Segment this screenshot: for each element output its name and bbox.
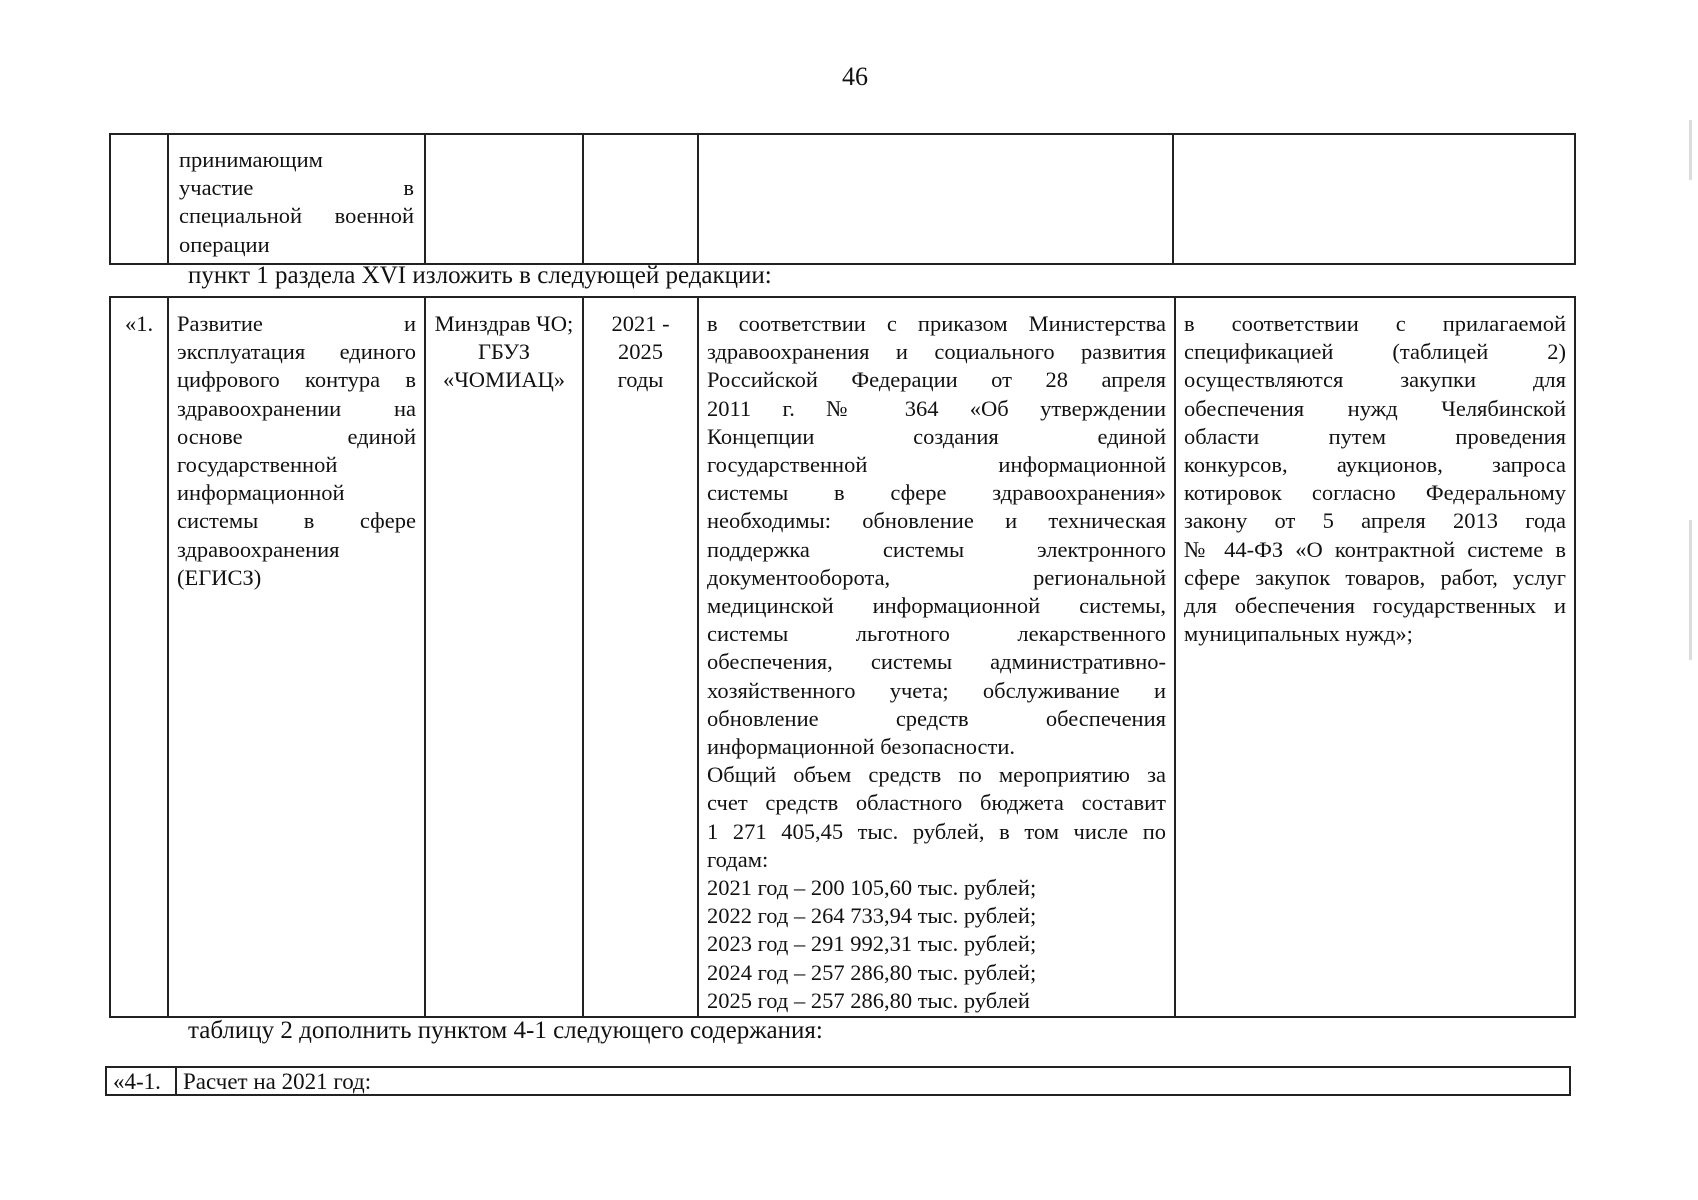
instruction-text: пункт 1 раздела XVI изложить в следующей редакции:	[188, 262, 772, 289]
content-line: 2011 г. № 364 «Об утверждении	[707, 395, 1166, 421]
table-row	[106, 1067, 1570, 1095]
content-line: здравоохранения и социального развития	[707, 339, 1166, 365]
mechanism-line: № 44-ФЗ «О контрактной системе в	[1184, 536, 1566, 562]
scan-artifact	[1689, 120, 1692, 180]
event-name-line: цифрового контура в	[177, 367, 416, 393]
event-name-line: участие в	[179, 175, 414, 201]
cell-responsible	[425, 134, 583, 264]
content-line: обновление средств обеспечения	[707, 705, 1166, 731]
table-row	[110, 297, 1575, 1017]
content-line: документооборота, региональной	[707, 564, 1166, 590]
content-line: государственной информационной	[707, 452, 1166, 478]
content-line: 2023 год – 291 992,31 тыс. рублей;	[707, 931, 1037, 957]
page-number: 46	[842, 62, 868, 91]
cell-mechanism	[1173, 134, 1575, 264]
cell-text: Расчет на 2021 год:	[176, 1067, 1570, 1095]
mechanism-line: закону от 5 апреля 2013 года	[1184, 508, 1566, 534]
term-line: 2025	[618, 339, 663, 365]
term-line: 2021 -	[611, 311, 670, 336]
event-name-line: (ЕГИСЗ)	[177, 564, 262, 590]
event-name-line: операции	[179, 231, 270, 257]
content-line: системы льготного лекарственного	[707, 621, 1166, 647]
cell-term	[583, 134, 698, 264]
responsible-line: Минздрав ЧО;	[434, 311, 574, 336]
cell-mechanism	[1175, 297, 1575, 1017]
content-line: в соответствии с приказом Министерства	[707, 311, 1166, 336]
content-line: счет средств областного бюджета составит	[707, 790, 1166, 816]
table-specification	[105, 1066, 1571, 1096]
event-name-line: принимающим	[179, 147, 323, 172]
cell-content	[698, 297, 1175, 1017]
event-name-line: Развитие и	[177, 311, 416, 336]
content-line: хозяйственного учета; обслуживание и	[707, 677, 1166, 703]
event-name-line: специальной военной	[179, 203, 414, 229]
content-line: годам:	[707, 846, 769, 872]
cell-number: «1.	[110, 297, 168, 1017]
table-continuation	[109, 133, 1576, 265]
cell-number: «4-1.	[106, 1067, 176, 1095]
content-line: поддержка системы электронного	[707, 536, 1166, 562]
content-line: 1 271 405,45 тыс. рублей, в том числе по	[707, 818, 1166, 844]
event-name-line: информационной	[177, 480, 345, 506]
table-main	[109, 296, 1576, 1018]
mechanism-line: муниципальных нужд»;	[1184, 621, 1413, 647]
event-name-line: системы в сфере	[177, 508, 416, 534]
content-line: Концепции создания единой	[707, 423, 1166, 449]
event-name-line: здравоохранении на	[177, 395, 416, 421]
event-name-line: государственной	[177, 452, 338, 478]
content-line: 2024 год – 257 286,80 тыс. рублей;	[707, 959, 1037, 985]
content-line: необходимы: обновление и техническая	[707, 508, 1166, 534]
content-line: информационной безопасности.	[707, 734, 1015, 760]
term-line: годы	[617, 367, 664, 393]
cell-term	[583, 297, 698, 1017]
mechanism-line: области путем проведения	[1184, 423, 1566, 449]
mechanism-line: конкурсов, аукционов, запроса	[1184, 452, 1566, 478]
responsible-line: «ЧОМИАЦ»	[442, 367, 566, 393]
scan-artifact	[1689, 520, 1692, 660]
event-name-line: эксплуатация единого	[177, 339, 416, 365]
mechanism-line: в соответствии с прилагаемой	[1184, 311, 1566, 336]
instruction-text: таблицу 2 дополнить пунктом 4-1 следующего содержания:	[188, 1017, 823, 1044]
cell-responsible	[425, 297, 583, 1017]
content-line: 2025 год – 257 286,80 тыс. рублей	[707, 987, 1030, 1013]
mechanism-line: спецификацией (таблицей 2)	[1184, 339, 1566, 365]
content-line: обеспечения, системы административно-	[707, 649, 1166, 675]
content-line: Российской Федерации от 28 апреля	[707, 367, 1166, 393]
cell-event-name	[168, 297, 425, 1017]
table-row	[110, 134, 1575, 264]
event-name-line: здравоохранения	[177, 536, 340, 562]
event-name-line: основе единой	[177, 423, 416, 449]
content-line: 2021 год – 200 105,60 тыс. рублей;	[707, 875, 1037, 901]
mechanism-line: обеспечения нужд Челябинской	[1184, 395, 1566, 421]
content-line: медицинской информационной системы,	[707, 593, 1166, 619]
content-line: 2022 год – 264 733,94 тыс. рублей;	[707, 903, 1037, 929]
content-line: системы в сфере здравоохранения»	[707, 480, 1166, 506]
cell-event-name	[168, 134, 425, 264]
cell-content	[698, 134, 1173, 264]
mechanism-line: котировок согласно Федеральному	[1184, 480, 1566, 506]
content-line: Общий объем средств по мероприятию за	[707, 762, 1166, 788]
mechanism-line: для обеспечения государственных и	[1184, 593, 1566, 619]
mechanism-line: сфере закупок товаров, работ, услуг	[1184, 564, 1566, 590]
responsible-line: ГБУЗ	[477, 339, 531, 365]
cell-number	[110, 134, 168, 264]
mechanism-line: осуществляются закупки для	[1184, 367, 1566, 393]
